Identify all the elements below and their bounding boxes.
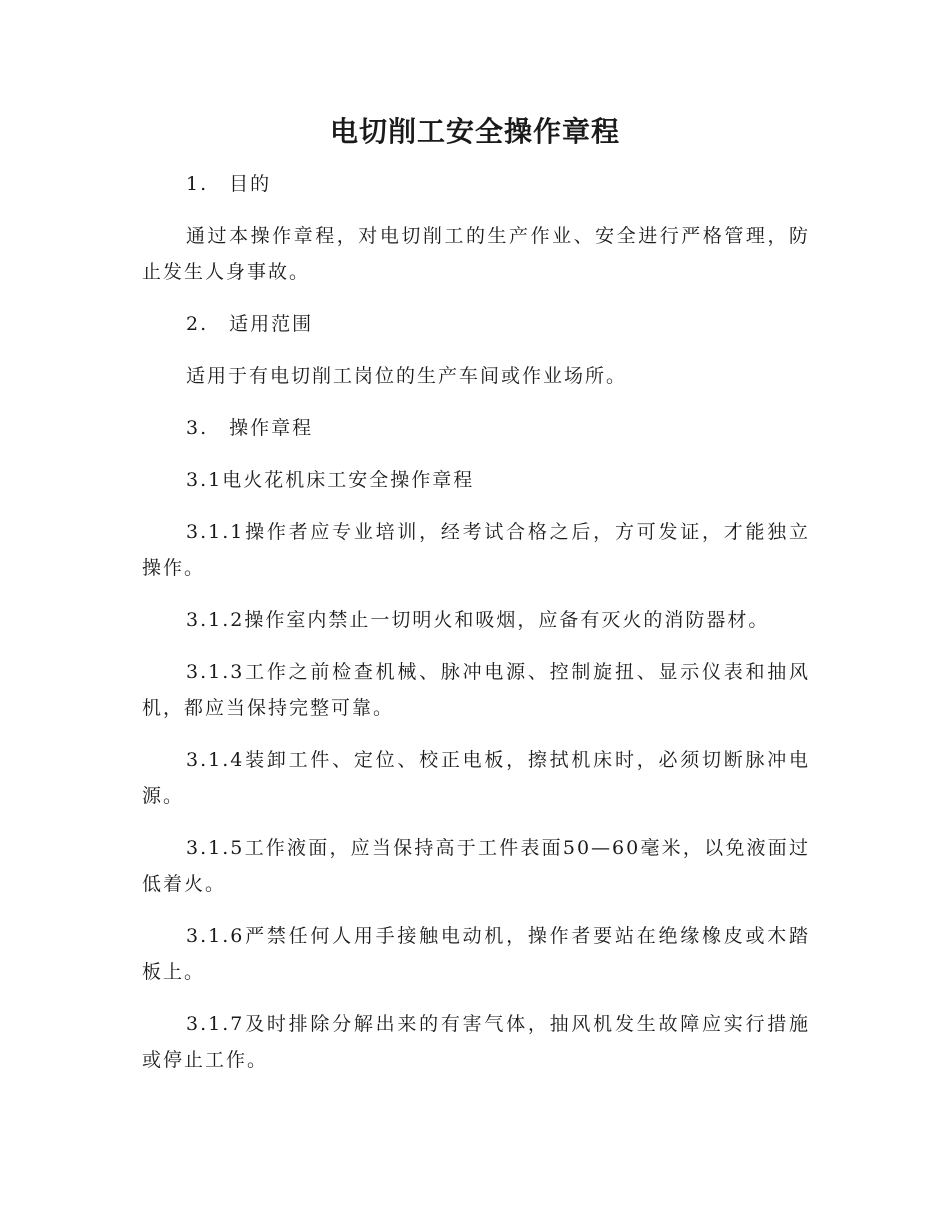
section-heading-scope: 2. 适用范围: [186, 313, 314, 335]
section-heading-rules: 3. 操作章程: [186, 417, 314, 439]
rule-3-1-3: 3.1.3工作之前检查机械、脉冲电源、控制旋扭、显示仪表和抽风机，都应当保持完整可靠。: [142, 661, 810, 719]
rule-3-1-6: 3.1.6严禁任何人用手接触电动机，操作者要站在绝缘橡皮或木踏板上。: [142, 925, 810, 983]
paragraph-purpose: 通过本操作章程，对电切削工的生产作业、安全进行严格管理，防止发生人身事故。: [142, 225, 810, 283]
document-title: 电切削工安全操作章程: [329, 115, 620, 148]
rule-3-1-7: 3.1.7及时排除分解出来的有害气体，抽风机发生故障应实行措施或停止工作。: [142, 1013, 810, 1071]
paragraph-scope: 适用于有电切削工岗位的生产车间或作业场所。: [186, 365, 628, 387]
subsection-heading-3-1: 3.1电火花机床工安全操作章程: [186, 469, 475, 491]
rule-3-1-2: 3.1.2操作室内禁止一切明火和吸烟，应备有灭火的消防器材。: [186, 609, 770, 631]
document-body: [142, 166, 810, 1094]
rule-3-1-4: 3.1.4装卸工件、定位、校正电板，擦拭机床时，必须切断脉冲电源。: [142, 749, 810, 807]
section-heading-purpose: 1. 目的: [186, 173, 272, 195]
rule-3-1-1: 3.1.1操作者应专业培训，经考试合格之后，方可发证，才能独立操作。: [142, 521, 810, 579]
rule-3-1-5: 3.1.5工作液面，应当保持高于工件表面50—60毫米，以免液面过低着火。: [142, 837, 810, 895]
